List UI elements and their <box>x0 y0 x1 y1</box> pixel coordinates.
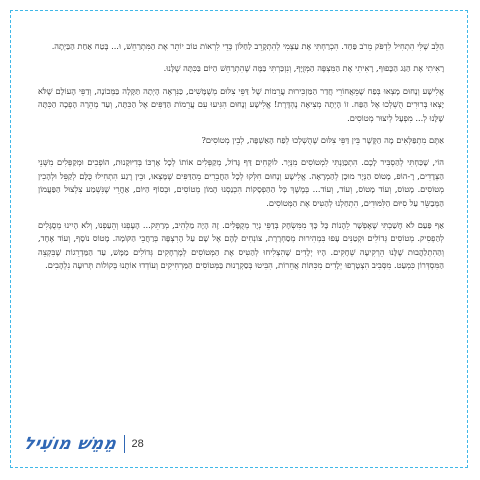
paragraph-1: הַלֵּב שֶׁלִּי הִתְחִיל לִדְפֹּק מֵרֹב פַּחַד. הִכְרַחְתִּי אֶת עַצְמִי לְהִתְקָרֵב לַחַלּוֹן כְּדֵי לִרְאוֹת טוֹב יוֹתֵר אֶת הַמִּתְרַחֵשׁ, וּ... בֶּטַח אַחַת הַבַּיְתָה. <box>51 41 444 51</box>
paragraph-4: אַתֶּם מִתְפַּלְּאִים מָה הַקֶּשֶׁר בֵּין דַּפֵּי צִלּוּם שֶׁהֻשְׁלְכוּ לְפַח הָאַשְׁפָּה, לְבֵין מְטוֹסִים? <box>201 135 444 146</box>
publication-logo: מֵמֵשׁ מוֹעִיל <box>22 434 119 454</box>
page-number: 28 <box>131 438 144 450</box>
paragraph-5: הוֹי, שֶׁכַּחְתִּי לְהַסְבִּיר לָכֶם. הִתְכַּוַּנְתִּי לִמְטוֹסִים מִנְּיָר. לוֹקְחִים דַּף גָּדוֹל, מְקַפְּלִים אוֹתוֹ לְכָל אָרְכּוֹ בְּדִיּוּקָנוּת, הוֹפְכִים וּמְקַפְּלִים מִשְּׁנֵי הַצְּדָדִים, רָ-הוֹפ, מָטוֹס הַנְּיָר מוּכָן לְהַמְרָאָה. אֱלִישָׁע וְנָחוּם חִלְּקוּ לְכָל הַחֲבֵרִים מֵהַדַּפִּים שֶׁמָּצְאוּ, וּבֵין רֶגַע הִתְחִילוּ כֻּלָּם לְקַפֵּל וּלְהָכִין מְטוֹסִים. מָטוֹס, וְעוֹד מָטוֹס, וְעוֹד, וְעוֹד... בְּמֶשֶׁךְ כָּל הַהַפְסָקוֹת הִכְנַסְנוּ הָמוֹן מְטוֹסִים, וּבְסוֹף הַיּוֹם, אַחֲרֵי שֶׁנִּשְׁמַע צִלְצוּל הַפַּעֲמוֹן הַמְּבַשֵּׂר עַל סִיּוּם הַלִּמּוּדִים, הִתְחַלְנוּ לְהַטִּיס אֶת הַמְּטוֹסִים. <box>38 157 444 208</box>
paragraph-2: רָאִיתִי אֶת הַגַּג הַכָּפוּף, רָאִיתִי אֶת הַמִּצְפֶּה הַמְּזֻיָּף, וְנִזְכַּרְתִּי בַּמֶּה שֶׁהִתְרַחֵשׁ הַיּוֹם בַּכִּתָּה שֶׁלָּנוּ. <box>163 63 444 74</box>
story-text <box>38 40 444 420</box>
paragraph-3: אֱלִישָׁע וְנָחוּם מָצְאוּ בְּפַח שֶׁמֵּאֲחוֹרֵי חֲדַר הַמַּזְכִּירוּת עֲרֵמוֹת שֶׁל דַּפֵּי צִלּוּם מְשֻׁמָּשִׁים, כַּנִּרְאֶה הָיְתָה תַּקָּלָה בַּמְּכוֹנָה, וְדַפֵּי הָעוֹלָם שֶׁלֹּא יָצְאוּ בְּרוּרִים הֻשְׁלְכוּ אֶל הַפַּח. זוֹ הָיְתָה מְצִיאָה נֶהְדֶּרֶת! אֱלִישָׁע וְנָחוּם הִגִּיעוּ עִם עֲרֵמוֹת הַדַּפִּים אֶל הַכִּתָּה, וְעַד מְהֵרָה הָפְכָה הַכִּתָּה שֶׁלָּנוּ לְ... מִפְעָל לְיִצּוּר מְטוֹסִים. <box>38 85 444 123</box>
paragraph-6: אַף פַּעַם לֹא חָשַׁבְתִּי שֶׁאֶפְשָׁר לֵהָנוֹת כָּל כָּךְ מִמִּשְׂחָק בְּדַפֵּי נְיָר מְקֻפָּלִים. זֶה הָיָה מַלְהִיב, מְרַתֵּק... הָעֶפְנוּ וְהֵעַפְנוּ, וְלֹא הָיִינוּ מְסֻגָּלִים לְהַפְסִיק. מְטוֹסִים גְּדוֹלִים וּקְטַנִּים עָפוּ בִּמְהִירוּת מְסַחְרֶרֶת, צוֹנְחִים לָהֶם אֶל שָׁם עַל הָרִצְפָּה בְּרַחֲבֵי הַקּוֹמָה. מָטוֹס נוֹסָף, וְעוֹד אֶחָד, וְהַהִתְלַהֲבוּת שֶׁלָּנוּ הֵרְקִיעָה שְׁחָקִים. הָיוּ יְלָדִים שֶׁהִצְלִיחוּ לְהַטִּיס אֶת הַמְּטוֹסִים לְמֶרְחָקִים גְּדוֹלִים מַמָּשׁ, עַד הַמַּדְרֵגוֹת שֶׁבִּקְצֵה הַמִּסְדְּרוֹן כִּמְעַט. מִסְּבִיב הִצְטָרְפוּ יְלָדִים מִכִּתּוֹת אֲחֵרוֹת, הִבִּיטוּ בְּסַקְרָנוּת בַּמְּטוֹסִים הַמַּרְחִיקִים וְעוֹדְדוּ אוֹתָנוּ בְּקוֹלוֹת תְּרוּעָה נִלְהָבִים. <box>38 220 444 271</box>
page-footer <box>24 432 144 456</box>
footer-divider <box>124 435 125 453</box>
